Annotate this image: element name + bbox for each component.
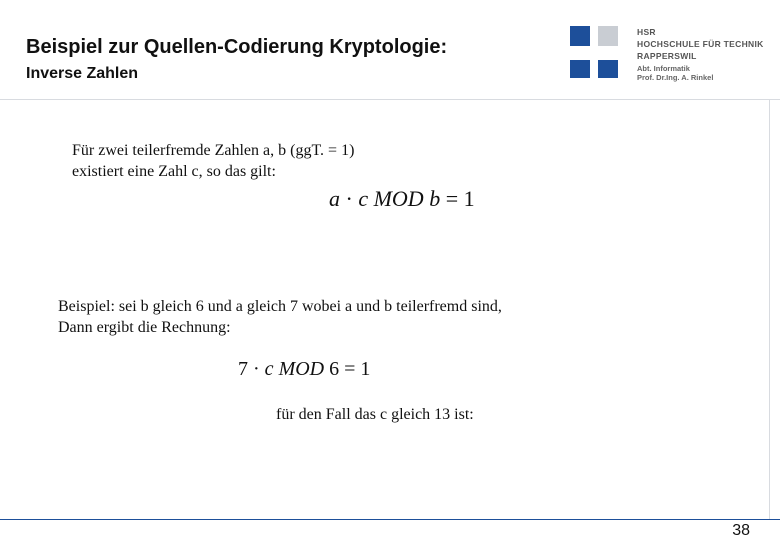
formula-var-c: c <box>358 186 369 211</box>
formula-dot: · <box>345 186 353 211</box>
logo-wordmark <box>637 26 777 62</box>
formula-mod: MOD <box>278 358 325 380</box>
logo-line: RAPPERSWIL <box>637 51 697 61</box>
formula-equals: = <box>344 358 356 380</box>
professor-label: Prof. Dr.Ing. A. Rinkel <box>637 73 714 82</box>
logo-line: HOCHSCHULE FÜR TECHNIK <box>637 39 764 49</box>
formula-inverse-definition <box>329 186 475 212</box>
right-divider <box>769 99 770 519</box>
hsr-logo-icon <box>570 26 622 78</box>
formula-equals: = <box>445 186 459 211</box>
formula-dot: · <box>253 358 260 380</box>
page-number: 38 <box>732 522 750 539</box>
logo-square-grey <box>598 26 618 46</box>
logo-square-blue <box>570 26 590 46</box>
logo-line: HSR <box>637 27 656 37</box>
formula-var-c: c <box>264 358 274 380</box>
logo-square-blue <box>570 60 590 78</box>
formula-var-a: a <box>329 186 340 211</box>
slide-subtitle: Inverse Zahlen <box>26 65 139 82</box>
example-text-line2: Dann ergibt die Rechnung: <box>58 319 231 336</box>
intro-text-line2: existiert eine Zahl c, so das gilt: <box>72 163 276 180</box>
header-divider <box>0 99 780 100</box>
formula-var-b: b <box>429 186 441 211</box>
formula-value-a: 7 <box>238 358 248 380</box>
logo-square-blue <box>598 60 618 78</box>
example-text-line1: Beispiel: sei b gleich 6 und a gleich 7 wobei a und b teilerfremd sind, <box>58 298 502 315</box>
slide-title: Beispiel zur Quellen-Codierung Kryptologie: <box>26 36 448 58</box>
formula-example <box>238 358 370 381</box>
result-text: für den Fall das c gleich 13 ist: <box>276 406 474 423</box>
footer-divider <box>0 519 780 520</box>
intro-text-line1: Für zwei teilerfremde Zahlen a, b (ggT. = 1) <box>72 142 355 159</box>
department-label: Abt. Informatik <box>637 64 690 73</box>
formula-rhs: 1 <box>360 358 371 380</box>
formula-rhs: 1 <box>463 186 475 211</box>
formula-mod: MOD <box>373 186 424 211</box>
logo-department <box>637 64 777 82</box>
formula-value-b: 6 <box>329 358 340 380</box>
